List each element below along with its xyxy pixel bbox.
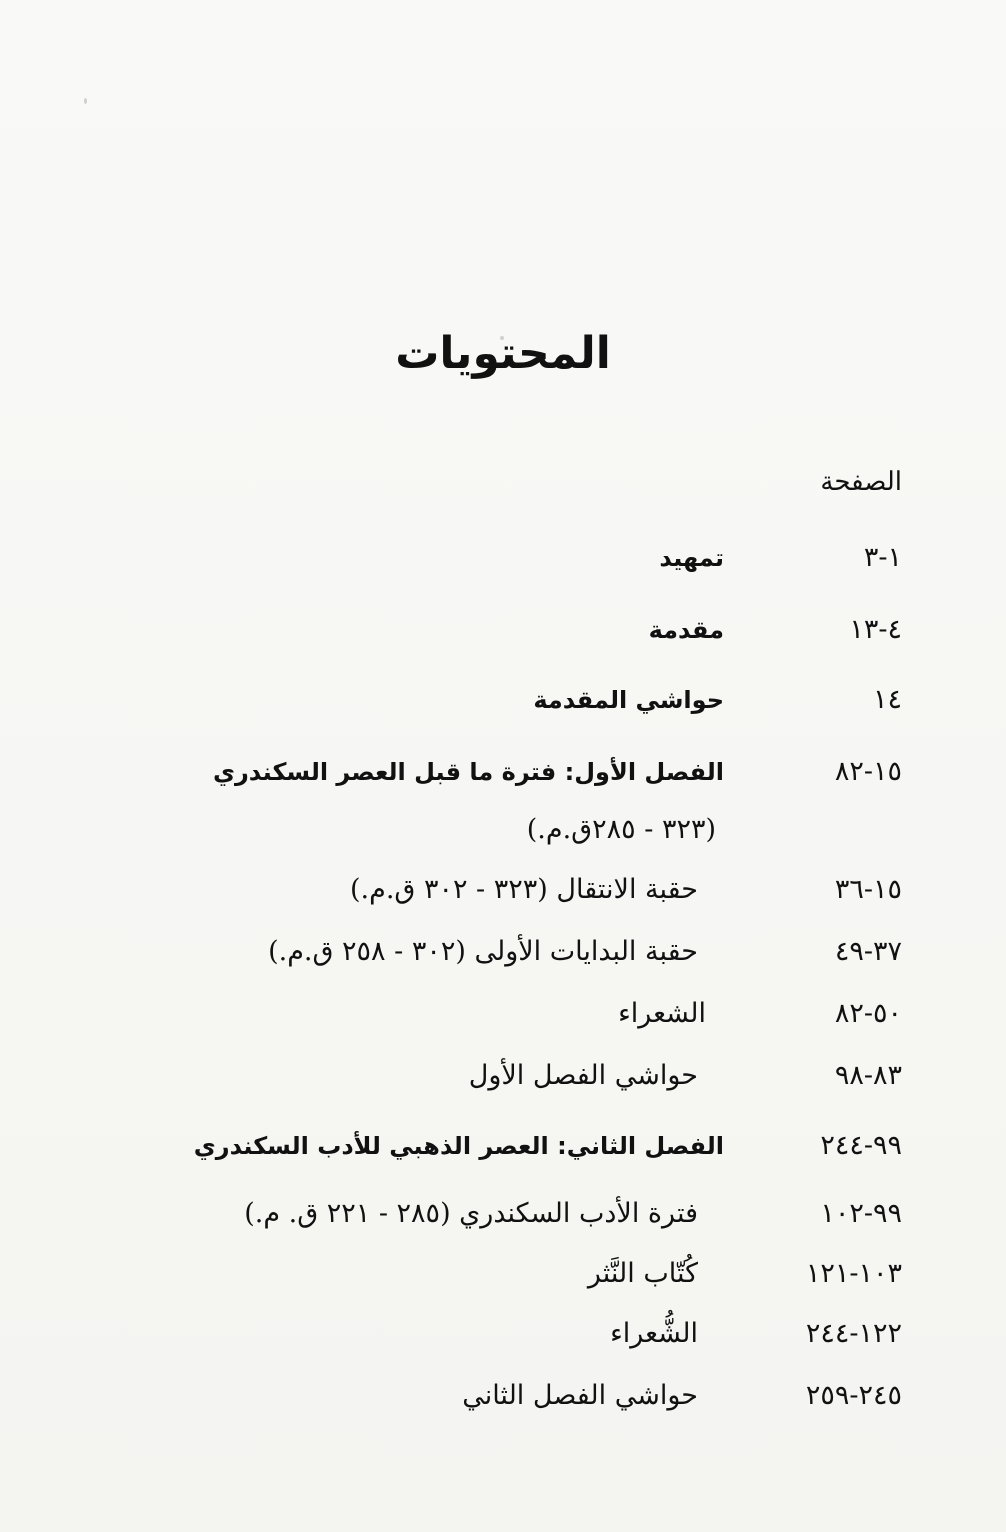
toc-entry-label: حقبة البدايات الأولى (٣٠٢ - ٢٥٨ ق.م.)	[268, 936, 698, 967]
toc-entry-label: حواشي الفصل الثاني	[462, 1380, 698, 1411]
toc-entry	[0, 986, 1006, 1042]
toc-page-range: ٩٩-١٠٢	[820, 1198, 902, 1229]
toc-page-range: ٤-١٣	[849, 614, 902, 645]
toc-entry	[0, 924, 1006, 980]
toc-page-range: ٥٠-٨٢	[834, 998, 902, 1029]
toc-page-range: ١-٣	[863, 542, 902, 573]
page-column-header: الصفحة	[820, 467, 902, 497]
toc-chapter-title: الفصل الثاني: العصر الذهبي للأدب السكندري	[193, 1132, 724, 1160]
toc-chapter-dates: (٣٢٣ - ٢٨٥ق.م.)	[526, 814, 716, 845]
toc-entry	[0, 1048, 1006, 1104]
toc-entry-label: الشعراء	[618, 998, 706, 1029]
toc-entry	[0, 672, 1006, 728]
toc-page-range: ١٥-٨٢	[834, 756, 902, 787]
toc-entry	[0, 602, 1006, 658]
toc-page-range: ٣٧-٤٩	[834, 936, 902, 967]
paper-speck	[84, 98, 87, 104]
toc-entry-label: كُتّاب النَّثر	[587, 1258, 698, 1289]
toc-entry-label: مقدمة	[648, 616, 724, 644]
toc-entry-label: حواشي المقدمة	[533, 686, 724, 714]
toc-page-range: ٨٣-٩٨	[834, 1060, 902, 1091]
page-title: المحتويات	[395, 328, 611, 379]
toc-page-range: ١٤	[872, 684, 902, 715]
toc-entry	[0, 862, 1006, 918]
toc-page-range: ١٥-٣٦	[834, 874, 902, 905]
toc-chapter-title: الفصل الأول: فترة ما قبل العصر السكندري	[212, 758, 724, 786]
toc-page-range: ٢٤٥-٢٥٩	[805, 1380, 902, 1411]
toc-entry	[0, 1246, 1006, 1302]
toc-page-range: ١٠٣-١٢١	[805, 1258, 902, 1289]
toc-entry	[0, 1306, 1006, 1362]
toc-entry-label: حواشي الفصل الأول	[468, 1060, 698, 1091]
toc-entry-label: تمهيد	[659, 544, 724, 572]
toc-entry	[0, 1186, 1006, 1242]
toc-entry	[0, 1368, 1006, 1424]
toc-entry-label: الشُّعراء	[610, 1318, 698, 1349]
toc-entry	[0, 530, 1006, 586]
toc-page-range: ٩٩-٢٤٤	[820, 1130, 902, 1161]
toc-entry-chapter	[0, 744, 1006, 800]
toc-entry-label: فترة الأدب السكندري (٢٨٥ - ٢٢١ ق. م.)	[244, 1198, 698, 1229]
toc-page-range: ١٢٢-٢٤٤	[805, 1318, 902, 1349]
toc-entry-continuation	[0, 802, 1006, 858]
toc-entry-chapter	[0, 1118, 1006, 1174]
toc-entry-label: حقبة الانتقال (٣٢٣ - ٣٠٢ ق.م.)	[349, 874, 698, 905]
